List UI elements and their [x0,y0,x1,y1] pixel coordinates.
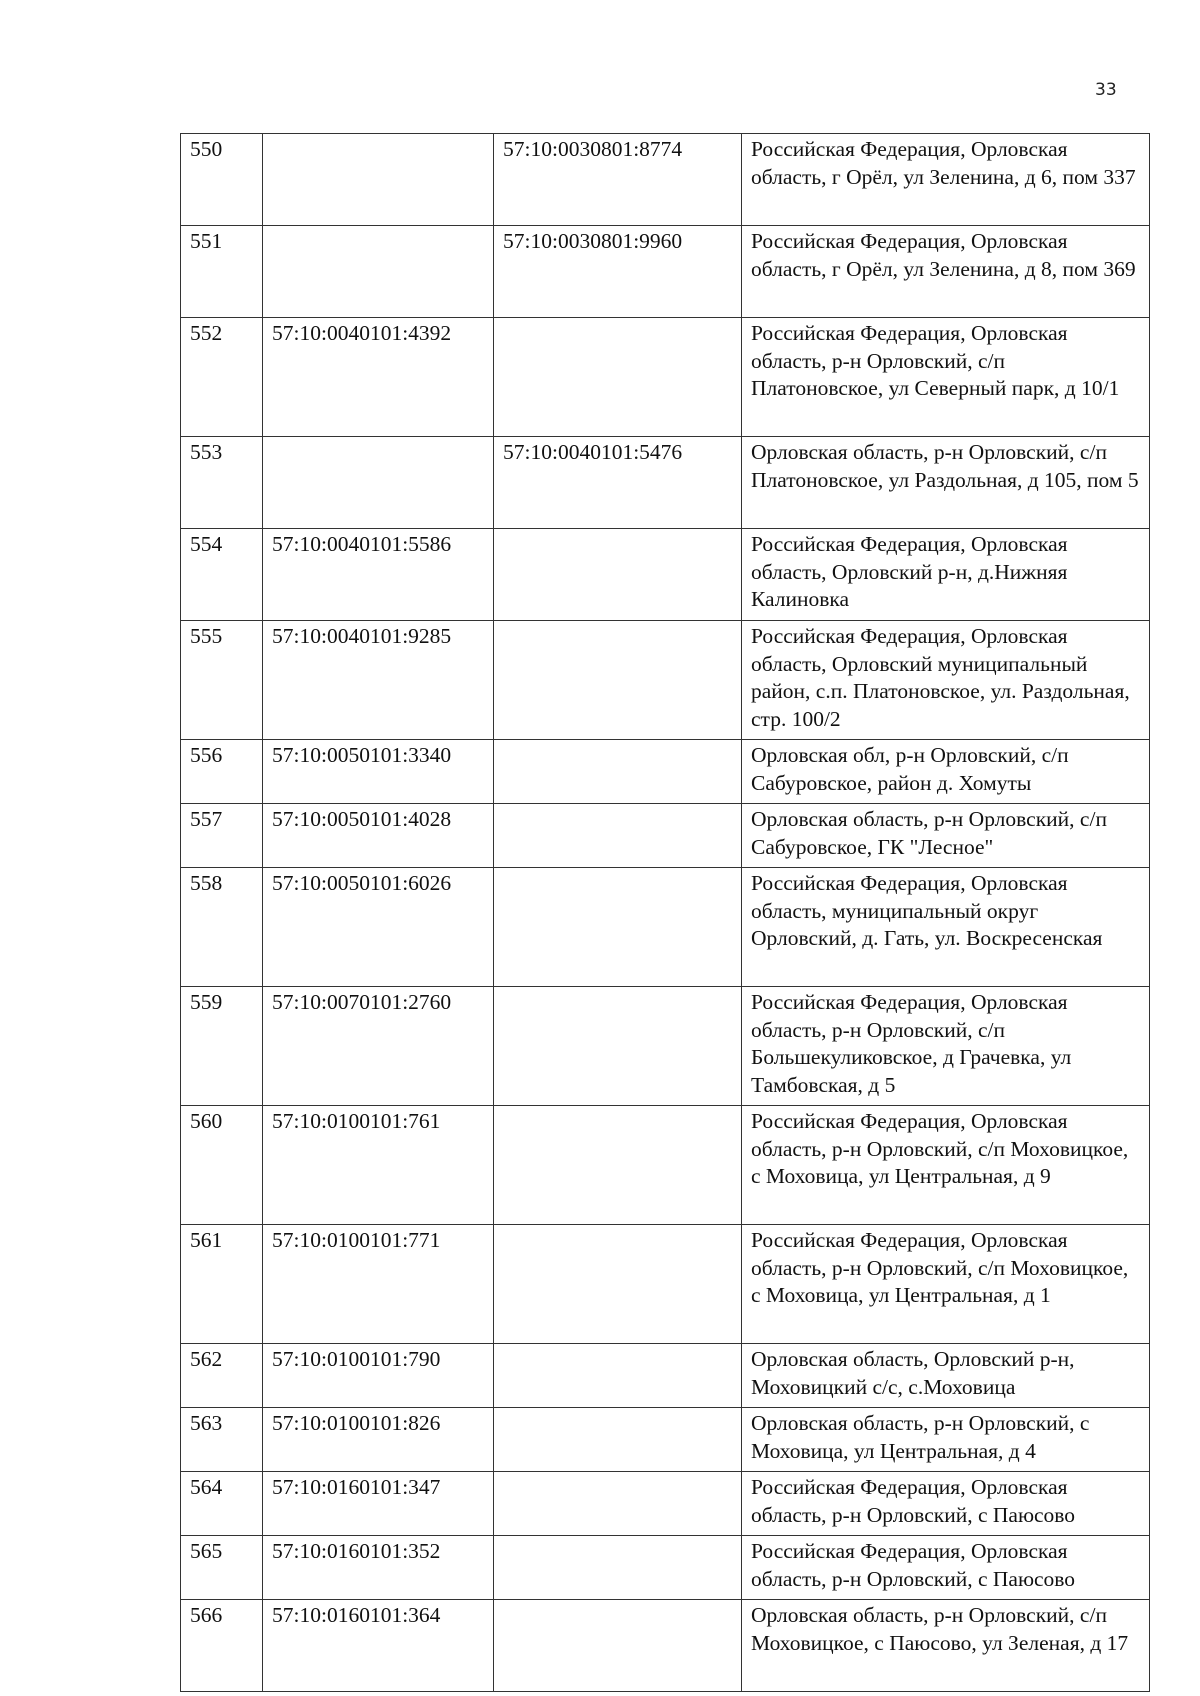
cadastral-number-room-cell [494,1106,742,1225]
table-row [181,318,1150,437]
table-row [181,226,1150,318]
table-row [181,1600,1150,1692]
cadastral-number-room-cell [494,740,742,804]
cadastral-number-cell [263,226,494,318]
row-number-cell: 554 [181,529,263,621]
table-row [181,529,1150,621]
cadastral-number-room-cell [494,1344,742,1408]
registry-table [180,133,1150,1692]
row-number-cell: 551 [181,226,263,318]
table-row [181,1225,1150,1344]
cadastral-number-room-cell: 57:10:0030801:9960 [494,226,742,318]
row-number-cell: 566 [181,1600,263,1692]
cadastral-number-room-cell: 57:10:0030801:8774 [494,134,742,226]
table-row [181,868,1150,987]
cadastral-number-room-cell [494,1472,742,1536]
row-number-cell: 559 [181,987,263,1106]
registry-table-body [181,134,1150,1692]
address-cell: Орловская область, р-н Орловский, с/п Сабуровское, ГК "Лесное" [742,804,1150,868]
cadastral-number-cell: 57:10:0100101:826 [263,1408,494,1472]
row-number-cell: 560 [181,1106,263,1225]
cadastral-number-cell: 57:10:0160101:347 [263,1472,494,1536]
cadastral-number-room-cell [494,1600,742,1692]
table-row [181,621,1150,740]
address-cell: Российская Федерация, Орловская область, г Орёл, ул Зеленина, д 8, пом 369 [742,226,1150,318]
address-cell: Российская Федерация, Орловская область, р-н Орловский, с Паюсово [742,1536,1150,1600]
table-row [181,1536,1150,1600]
row-number-cell: 553 [181,437,263,529]
cadastral-number-cell: 57:10:0040101:9285 [263,621,494,740]
cadastral-number-cell: 57:10:0050101:6026 [263,868,494,987]
table-row [181,437,1150,529]
row-number-cell: 557 [181,804,263,868]
cadastral-number-room-cell [494,804,742,868]
cadastral-number-room-cell [494,621,742,740]
table-row [181,1344,1150,1408]
cadastral-number-room-cell [494,1225,742,1344]
page-number: 33 [1095,80,1117,100]
cadastral-number-room-cell [494,1408,742,1472]
address-cell: Орловская область, Орловский р-н, Моховицкий с/с, с.Моховица [742,1344,1150,1408]
cadastral-number-cell: 57:10:0040101:5586 [263,529,494,621]
table-row [181,134,1150,226]
cadastral-number-cell: 57:10:0100101:771 [263,1225,494,1344]
cadastral-number-cell [263,134,494,226]
cadastral-number-cell: 57:10:0100101:790 [263,1344,494,1408]
address-cell: Орловская область, р-н Орловский, с/п Платоновское, ул Раздольная, д 105, пом 5 [742,437,1150,529]
address-cell: Орловская область, р-н Орловский, с Моховица, ул Центральная, д 4 [742,1408,1150,1472]
address-cell: Российская Федерация, Орловская область, р-н Орловский, с Паюсово [742,1472,1150,1536]
cadastral-number-room-cell [494,987,742,1106]
row-number-cell: 555 [181,621,263,740]
cadastral-number-cell [263,437,494,529]
table-row [181,740,1150,804]
address-cell: Российская Федерация, Орловская область, муниципальный округ Орловский, д. Гать, ул. Воскресенская [742,868,1150,987]
row-number-cell: 550 [181,134,263,226]
row-number-cell: 552 [181,318,263,437]
cadastral-number-room-cell [494,1536,742,1600]
cadastral-number-room-cell: 57:10:0040101:5476 [494,437,742,529]
row-number-cell: 563 [181,1408,263,1472]
address-cell: Орловская обл, р-н Орловский, с/п Сабуровское, район д. Хомуты [742,740,1150,804]
table-row [181,804,1150,868]
address-cell: Российская Федерация, Орловская область, р-н Орловский, с/п Платоновское, ул Северный парк, д 10/1 [742,318,1150,437]
cadastral-number-cell: 57:10:0040101:4392 [263,318,494,437]
row-number-cell: 558 [181,868,263,987]
cadastral-number-cell: 57:10:0160101:364 [263,1600,494,1692]
address-cell: Российская Федерация, Орловская область, р-н Орловский, с/п Моховицкое, с Моховица, ул Центральная, д 1 [742,1225,1150,1344]
table-row [181,1472,1150,1536]
address-cell: Орловская область, р-н Орловский, с/п Моховицкое, с Паюсово, ул Зеленая, д 17 [742,1600,1150,1692]
row-number-cell: 562 [181,1344,263,1408]
row-number-cell: 561 [181,1225,263,1344]
row-number-cell: 564 [181,1472,263,1536]
address-cell: Российская Федерация, Орловская область, Орловский муниципальный район, с.п. Платоновское, ул. Раздольная, стр. 100/2 [742,621,1150,740]
address-cell: Российская Федерация, Орловская область, Орловский р-н, д.Нижняя Калиновка [742,529,1150,621]
cadastral-number-cell: 57:10:0050101:4028 [263,804,494,868]
cadastral-number-cell: 57:10:0100101:761 [263,1106,494,1225]
cadastral-number-cell: 57:10:0160101:352 [263,1536,494,1600]
cadastral-number-cell: 57:10:0070101:2760 [263,987,494,1106]
table-row [181,987,1150,1106]
address-cell: Российская Федерация, Орловская область, р-н Орловский, с/п Большекуликовское, д Грачевка, ул Тамбовская, д 5 [742,987,1150,1106]
address-cell: Российская Федерация, Орловская область, г Орёл, ул Зеленина, д 6, пом 337 [742,134,1150,226]
row-number-cell: 556 [181,740,263,804]
cadastral-number-cell: 57:10:0050101:3340 [263,740,494,804]
cadastral-number-room-cell [494,318,742,437]
row-number-cell: 565 [181,1536,263,1600]
cadastral-number-room-cell [494,868,742,987]
cadastral-number-room-cell [494,529,742,621]
address-cell: Российская Федерация, Орловская область, р-н Орловский, с/п Моховицкое, с Моховица, ул Центральная, д 9 [742,1106,1150,1225]
table-row [181,1106,1150,1225]
table-row [181,1408,1150,1472]
